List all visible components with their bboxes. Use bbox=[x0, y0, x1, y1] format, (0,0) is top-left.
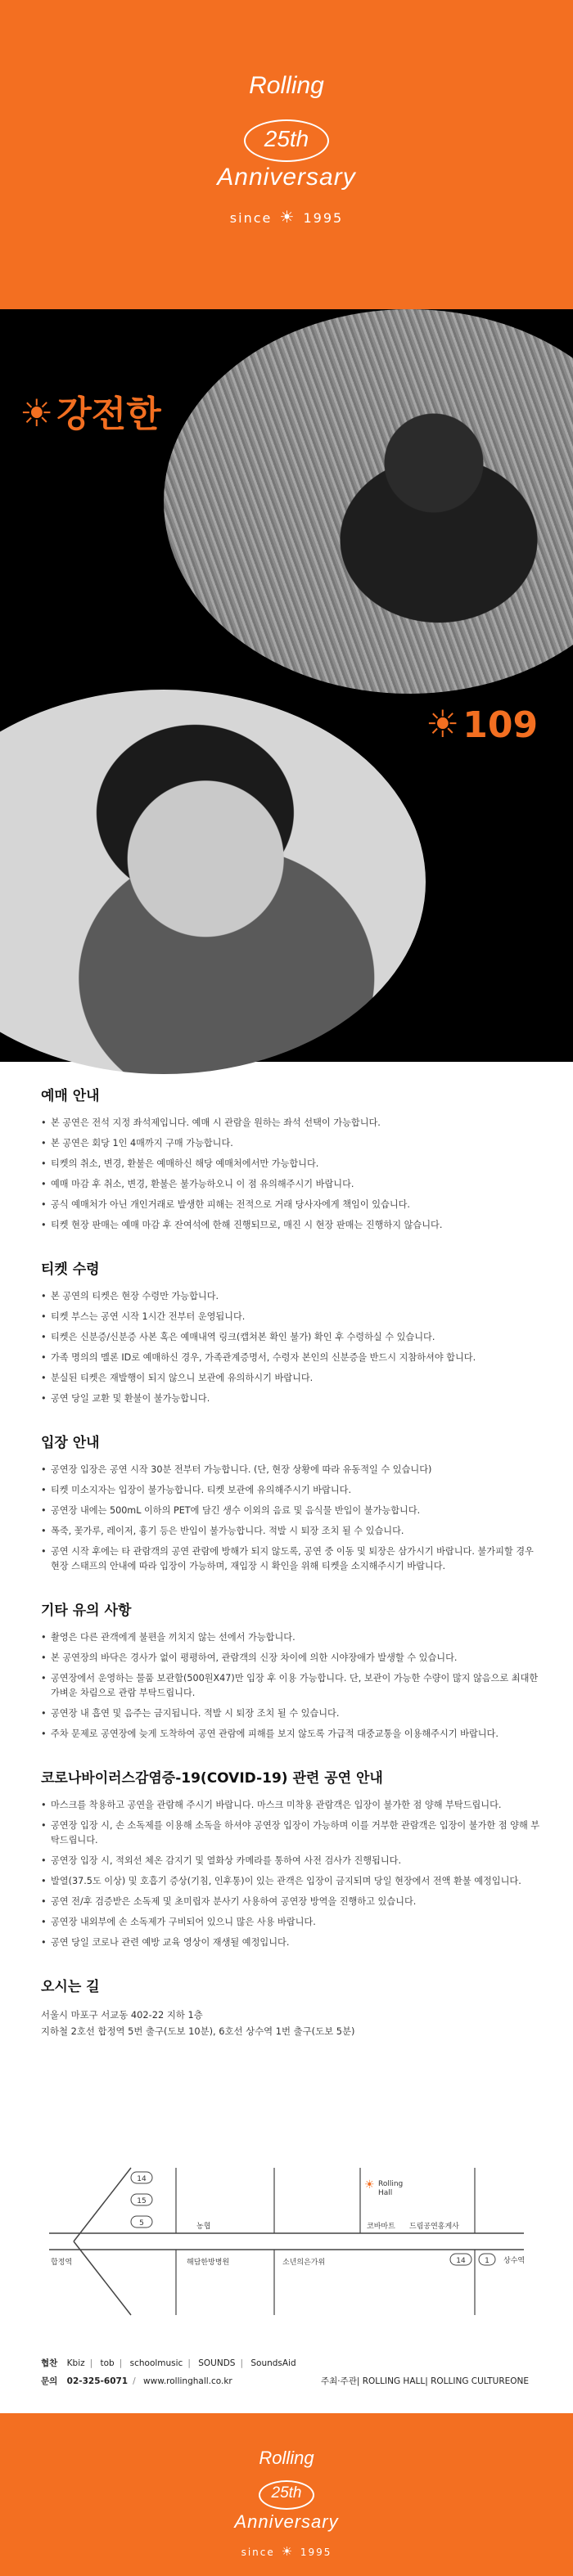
list-item: • 공연장 내외부에 손 소독제가 구비되어 있으니 많은 사용 바랍니다. bbox=[41, 1915, 540, 1930]
logo-number: 25th bbox=[264, 126, 309, 151]
venue-label-2: Hall bbox=[378, 2189, 393, 2197]
list-item: • 촬영은 다른 관객에게 불편을 끼치지 않는 선에서 가능합니다. bbox=[41, 1630, 540, 1645]
section-other bbox=[41, 1598, 540, 1742]
artist-name-1-text: 강전한 bbox=[56, 393, 161, 435]
address: 서울시 마포구 서교동 402-22 지하 1층 bbox=[41, 2009, 203, 2021]
list-item: • 예매 마감 후 취소, 변경, 환불은 불가능하오니 이 점 유의해주시기 바랍니다. bbox=[41, 1177, 540, 1192]
list-item: • 가족 명의의 멜론 ID로 예매하신 경우, 가족관계증명서, 수령자 본인의 신분증을 반드시 지참하셔야 합니다. bbox=[41, 1351, 540, 1365]
artist-photo-1 bbox=[164, 309, 573, 694]
list-item: • 공연 당일 코로나 관련 예방 교육 영상이 재생될 예정입니다. bbox=[41, 1935, 540, 1950]
venue-sun-icon: ☀ bbox=[364, 2178, 375, 2192]
list-item: • 티켓은 신분증/신분증 사본 혹은 예매내역 링크(캡쳐본 확인 불가) 확인 후 수령하실 수 있습니다. bbox=[41, 1330, 540, 1345]
landmark-nonghyup: 농협 bbox=[196, 2223, 211, 2231]
contact-line: 문의 02-325-6071 / www.rollinghall.co.kr bbox=[41, 2376, 232, 2386]
footer-logo-rolling: Rolling bbox=[259, 2448, 314, 2468]
section-pickup bbox=[41, 1257, 540, 1406]
list-item: • 공연 전/후 검증받은 소독제 및 초미립자 분사기 사용하여 공연장 방역을 진행하고 있습니다. bbox=[41, 1895, 540, 1909]
section-title: 입장 안내 bbox=[41, 1435, 100, 1451]
contact-website[interactable]: www.rollinghall.co.kr bbox=[143, 2376, 232, 2386]
list-item: • 티켓 부스는 공연 시작 1시간 전부터 운영됩니다. bbox=[41, 1310, 540, 1324]
landmark-school: 소년의은가위 bbox=[282, 2259, 326, 2267]
section-directions bbox=[41, 1975, 540, 2039]
list-item: • 분실된 티켓은 재발행이 되지 않으니 보관에 유의하시기 바랍니다. bbox=[41, 1371, 540, 1386]
list-item: • 티켓 현장 판매는 예매 마감 후 잔여석에 한해 진행되므로, 매진 시 현장 판매는 진행하지 않습니다. bbox=[41, 1218, 540, 1233]
list-item: • 본 공연은 회당 1인 4매까지 구매 가능합니다. bbox=[41, 1136, 540, 1151]
sponsor-logo: tob bbox=[100, 2358, 115, 2368]
map-svg bbox=[41, 2151, 532, 2323]
landmark-theater: 드림공연홍게사 bbox=[409, 2223, 459, 2231]
landmark-coffee: 코바마트 bbox=[367, 2223, 395, 2231]
road-diagonal-1 bbox=[74, 2168, 131, 2241]
artist-name-2 bbox=[426, 702, 538, 746]
artists-section bbox=[0, 309, 573, 1062]
exit-label: 5 bbox=[139, 2219, 144, 2228]
contact-phone: 02-325-6071 bbox=[66, 2376, 129, 2386]
sun-icon: ☀ bbox=[279, 207, 296, 227]
footer-logo-anniversary: Anniversary bbox=[234, 2511, 339, 2532]
list-item: • 공연장 입장은 공연 시작 30분 전부터 가능합니다. (단, 현장 상황에 따라 유동적일 수 있습니다) bbox=[41, 1463, 540, 1477]
host-label: 주최·주관 bbox=[320, 2376, 357, 2386]
section-covid bbox=[41, 1766, 540, 1950]
section-title: 티켓 수령 bbox=[41, 1261, 100, 1278]
footer-banner bbox=[0, 2413, 573, 2576]
list-item: • 본 공연장의 바닥은 경사가 없이 평평하여, 관람객의 신장 차이에 의한 시야장애가 발생할 수 있습니다. bbox=[41, 1651, 540, 1666]
list-item: • 티켓의 취소, 변경, 환불은 예매하신 해당 예매처에서만 가능합니다. bbox=[41, 1157, 540, 1171]
list-item: • 발열(37.5도 이상) 및 호흡기 증상(기침, 인후통)이 있는 관객은 입장이 금지되며 당일 현장에서 전액 환불 예정입니다. bbox=[41, 1874, 540, 1889]
sun-icon: ☀ bbox=[426, 702, 460, 746]
section-title: 오시는 길 bbox=[41, 1979, 100, 1995]
entry-list bbox=[41, 1463, 540, 1574]
since-line bbox=[0, 207, 573, 227]
other-list bbox=[41, 1630, 540, 1742]
road-diagonal-2 bbox=[74, 2241, 131, 2315]
list-item: • 공연장에서 운영하는 물품 보관함(500원X47)만 입장 후 이용 가능합니다. 단, 보관이 가능한 수량이 많지 않음으로 최대한 가벼운 차림으로 관람 부탁드립니다. bbox=[41, 1671, 540, 1701]
list-item: • 공연장 입장 시, 적외선 체온 감지기 및 열화상 카메라를 통하여 사전 검사가 진행됩니다. bbox=[41, 1854, 540, 1868]
logo-anniversary: Anniversary bbox=[217, 164, 356, 191]
contact-label: 문의 bbox=[41, 2376, 58, 2386]
pickup-list bbox=[41, 1289, 540, 1406]
since-year: 1995 bbox=[300, 2547, 332, 2558]
list-item: • 공연장 내 흡연 및 음주는 금지됩니다. 적발 시 퇴장 조치 될 수 있습니다. bbox=[41, 1706, 540, 1721]
artist-name-2-text: 109 bbox=[462, 704, 539, 746]
exit-label: 1 bbox=[485, 2257, 490, 2265]
list-item: • 본 공연은 전석 지정 좌석제입니다. 예매 시 관람을 원하는 좌석 선택이 가능합니다. bbox=[41, 1116, 540, 1131]
sponsor-logo: Kbiz bbox=[66, 2358, 85, 2368]
footer-logo-number: 25th bbox=[271, 2484, 302, 2502]
list-item: • 주차 문제로 공연장에 늦게 도착하여 공연 관람에 피해를 보지 않도록 가급적 대중교통을 이용해주시기 바랍니다. bbox=[41, 1727, 540, 1742]
since-year: 1995 bbox=[303, 210, 344, 226]
section-title: 예매 안내 bbox=[41, 1088, 100, 1104]
list-item: • 공식 예매처가 아닌 개인거래로 발생한 피해는 전적으로 거래 당사자에게 책임이 있습니다. bbox=[41, 1198, 540, 1212]
sponsor-logo: schoolmusic bbox=[129, 2358, 183, 2368]
credits bbox=[41, 2354, 548, 2390]
host-name-2: ROLLING CULTUREONE bbox=[431, 2376, 529, 2386]
since-prefix: since bbox=[241, 2547, 275, 2558]
section-title: 코로나바이러스감염증-19(COVID-19) 관련 공연 안내 bbox=[41, 1770, 383, 1787]
sponsor-line: 협찬 Kbiz | tob | schoolmusic | SOUNDS | SoundsAid bbox=[41, 2358, 296, 2368]
sun-icon: ☀ bbox=[281, 2544, 295, 2559]
list-item: • 마스크를 착용하고 공연을 관람해 주시기 바랍니다. 마스크 미착용 관람객은 입장이 불가한 점 양해 부탁드립니다. bbox=[41, 1798, 540, 1813]
covid-list bbox=[41, 1798, 540, 1950]
artist-photo-2 bbox=[0, 690, 426, 1074]
section-entry bbox=[41, 1431, 540, 1574]
sun-icon: ☀ bbox=[20, 391, 54, 435]
section-title: 기타 유의 사항 bbox=[41, 1603, 132, 1619]
sponsor-label: 협찬 bbox=[41, 2358, 58, 2368]
host-line: 주최·주관| ROLLING HALL| ROLLING CULTUREONE bbox=[320, 2376, 529, 2386]
list-item: • 공연장 내에는 500mL 이하의 PET에 담긴 생수 이외의 음료 및 음식물 반입이 불가능합니다. bbox=[41, 1504, 540, 1518]
booking-list bbox=[41, 1116, 540, 1233]
exit-label: 14 bbox=[456, 2257, 466, 2265]
list-item: • 공연 당일 교환 및 환불이 불가능합니다. bbox=[41, 1391, 540, 1406]
subway-directions: 지하철 2호선 합정역 5번 출구(도보 10분), 6호선 상수역 1번 출구(도보 5분) bbox=[41, 2025, 355, 2037]
sponsor-logo: SoundsAid bbox=[250, 2358, 296, 2368]
footer-since-line bbox=[0, 2544, 573, 2559]
info-content bbox=[41, 1084, 540, 2064]
location-map bbox=[41, 2151, 532, 2323]
section-booking bbox=[41, 1084, 540, 1233]
host-name-1: ROLLING HALL bbox=[362, 2376, 426, 2386]
list-item: • 본 공연의 티켓은 현장 수령만 가능합니다. bbox=[41, 1289, 540, 1304]
header-banner bbox=[0, 0, 573, 309]
list-item: • 티켓 미소지자는 입장이 불가능합니다. 티켓 보관에 유의해주시기 바랍니다. bbox=[41, 1483, 540, 1498]
list-item: • 공연장 입장 시, 손 소독제를 이용해 소독을 하셔야 공연장 입장이 가능하며 이를 거부한 관람객은 입장이 불가한 점 양해 부탁드립니다. bbox=[41, 1818, 540, 1848]
since-prefix: since bbox=[229, 210, 273, 226]
station-sangsu: 상수역 bbox=[503, 2257, 526, 2265]
artist-name-1 bbox=[20, 384, 161, 437]
station-hapjeong: 합정역 bbox=[51, 2259, 73, 2267]
landmark-bank: 해담한방병원 bbox=[187, 2259, 230, 2267]
exit-label: 14 bbox=[137, 2175, 147, 2183]
logo-rolling: Rolling bbox=[249, 72, 324, 99]
sponsor-logo: SOUNDS bbox=[198, 2358, 236, 2368]
list-item: • 폭죽, 꽃가루, 레이저, 흉기 등은 반입이 불가능합니다. 적발 시 퇴장 조치 될 수 있습니다. bbox=[41, 1524, 540, 1539]
venue-label-1: Rolling bbox=[378, 2180, 404, 2188]
list-item: • 공연 시작 후에는 타 관람객의 공연 관람에 방해가 되지 않도록, 공연 중 이동 및 퇴장은 삼가시기 바랍니다. 불가피할 경우 현장 스태프의 안내에 따라 입장이 가능하며, 재입장 시 확인을 위해 티켓을 소지해주시기 바랍니다. bbox=[41, 1544, 540, 1574]
exit-label: 15 bbox=[137, 2197, 147, 2205]
